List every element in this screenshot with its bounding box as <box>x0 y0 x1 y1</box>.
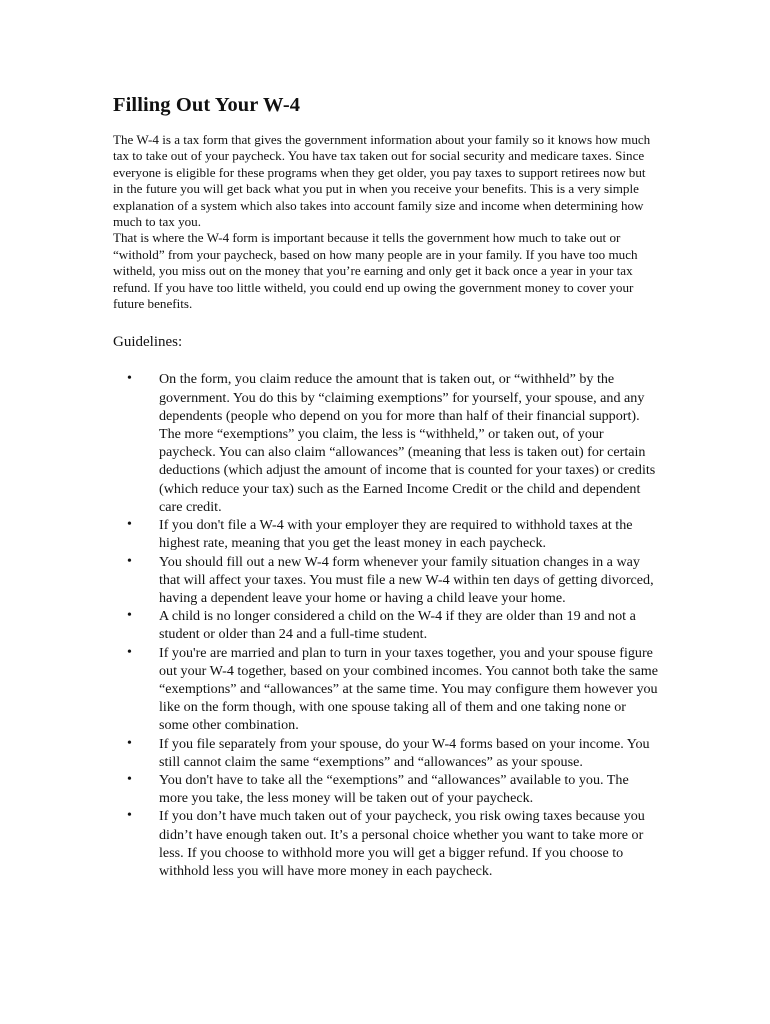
list-item-text: If you don't file a W-4 with your employer they are required to withhold taxes at the highest rate, meaning that you get the least money in each paycheck. <box>159 517 633 552</box>
list-item-text: On the form, you claim reduce the amount that is taken out, or “withheld” by the government. You do this by “claiming exemptions” for yourself, your spouse, and any dependents (people who depend on you for more than half of their financial support). The more “exemptions” you claim, the less is “withheld,” or taken out, of your paycheck. You can also claim “allowances” (meaning that less is taken out) for certain deductions (which adjust the amount of income that is counted for your taxes) or credits (which reduce your tax) such as the Earned Income Credit or the child and dependent care credit. <box>159 371 656 515</box>
list-item <box>113 807 658 880</box>
list-item <box>113 370 658 516</box>
list-item-text: If you're are married and plan to turn in your taxes together, you and your spouse figure out your W-4 together, based on your combined incomes. You cannot both take the same “exemptions” and “allowances” at the same time. You may configure them however you like on the form though, with one spouse taking all of them and one taking none or some other combination. <box>159 644 659 734</box>
guidelines-list <box>113 370 658 880</box>
bullet-icon: • <box>127 808 132 824</box>
document-page <box>113 92 658 880</box>
list-item-text: If you don’t have much taken out of your paycheck, you risk owing taxes because you didn’t have enough taken out. It’s a personal choice whether you want to take more or less. If you choose to withhold more you will get a bigger refund. If you choose to withhold less you will have more money in each paycheck. <box>159 808 645 879</box>
list-item <box>113 516 658 552</box>
bullet-icon: • <box>127 371 132 387</box>
guidelines-heading: Guidelines: <box>113 334 183 351</box>
intro-paragraph-1: The W-4 is a tax form that gives the government information about your family so it knows how much tax to take out of your paycheck. You have tax taken out for social security and medicare taxes. Since everyone is eligible for these programs when they get older, you pay taxes to support retirees now but in the future you will get back what you put in when you receive your benefits. This is a very simple explanation of a system which also takes into account family size and income when determining how much to tax you. <box>113 132 651 230</box>
list-item <box>113 771 658 807</box>
list-item <box>113 553 658 608</box>
bullet-icon: • <box>127 517 132 533</box>
list-item-text: You don't have to take all the “exemptions” and “allowances” available to you. The more you take, the less money will be taken out of your paycheck. <box>159 771 629 807</box>
list-item-text: A child is no longer considered a child on the W-4 if they are older than 19 and not a student or older than 24 and a full-time student. <box>159 608 636 643</box>
bullet-icon: • <box>127 608 132 624</box>
list-item <box>113 644 658 735</box>
document-title: Filling Out Your W-4 <box>113 94 301 116</box>
bullet-icon: • <box>127 644 132 660</box>
list-item-text: You should fill out a new W-4 form whenever your family situation changes in a way that will affect your taxes. You must file a new W-4 within ten days of getting divorced, having a dependent leave your home or having a child leave your home. <box>159 553 654 606</box>
list-item <box>113 607 658 643</box>
bullet-icon: • <box>127 553 132 569</box>
list-item-text: If you file separately from your spouse, do your W-4 forms based on your income. You still cannot claim the same “exemptions” and “allowances” as your spouse. <box>159 735 650 770</box>
bullet-icon: • <box>127 771 132 787</box>
list-item <box>113 735 658 771</box>
intro-paragraph-2: That is where the W-4 form is important because it tells the government how much to take out or “withold” from your paycheck, based on how many people are in your family. If you have too much witheld, you miss out on the money that you’re earning and only get it back once a year in your tax refund. If you have too little witheld, you could end up owing the government money to cover your future benefits. <box>113 230 638 312</box>
bullet-icon: • <box>127 735 132 751</box>
